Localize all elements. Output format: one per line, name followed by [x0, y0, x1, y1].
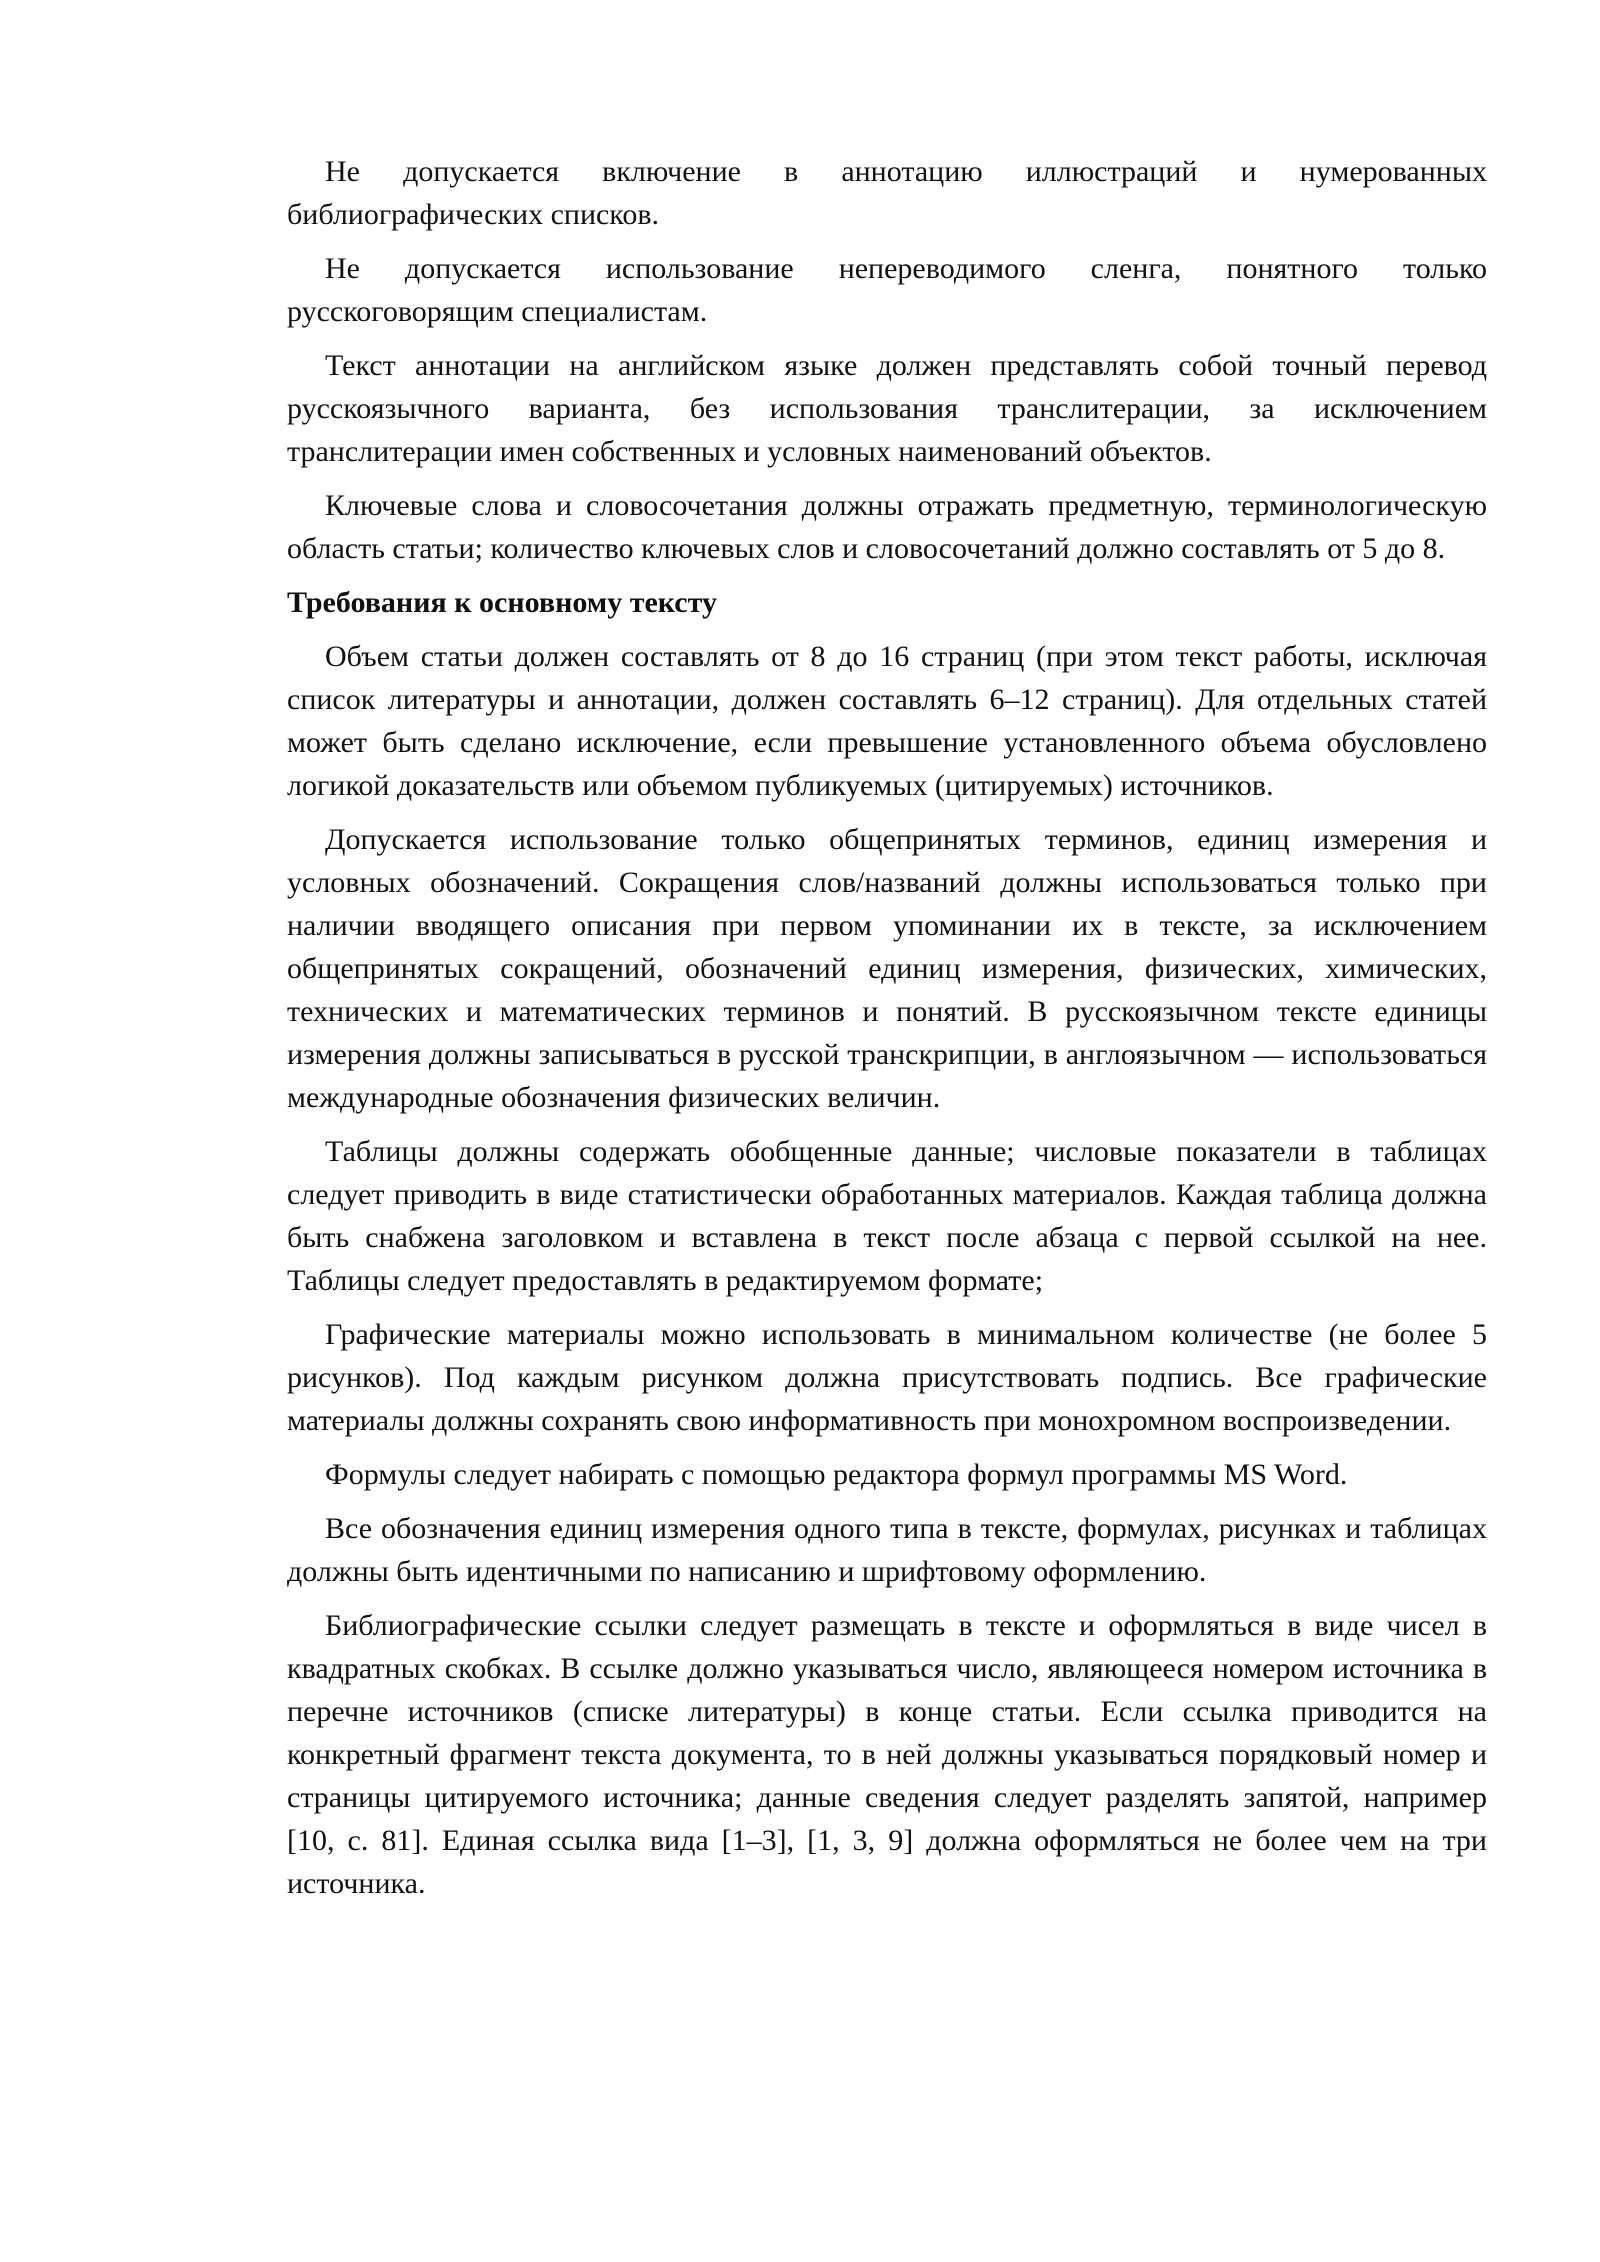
paragraph-tables: Таблицы должны содержать обобщенные данные; числовые показатели в таблицах следует приводить в виде статистически обработанных материалов. Каждая таблица должна быть снабжена заголовком и вставлена в текст после абзаца с первой ссылкой на нее. Таблицы следует предоставлять в редактируемом формате; [287, 1135, 1487, 1297]
paragraph-graphics: Графические материалы можно использовать в минимальном количестве (не более 5 рисунков). Под каждым рисунком должна присутствовать подпись. Все графические материалы должны сохранять свою информативность при монохромном воспроизведении. [287, 1318, 1487, 1437]
paragraph-article-volume: Объем статьи должен составлять от 8 до 16 страниц (при этом текст работы, исключая список литературы и аннотации, должен составлять 6–12 страниц). Для отдельных статей может быть сделано исключение, если превышение установленного объема обусловлено логикой доказательств или объемом публикуемых (цитируемых) источников. [287, 640, 1487, 802]
paragraph-terms-abbreviations: Допускается использование только общепринятых терминов, единиц измерения и условных обозначений. Сокращения слов/названий должны использоваться только при наличии вводящего описания при первом упоминании их в тексте, за исключением общепринятых сокращений, обозначений единиц измерения, физических, химических, технических и математических терминов и понятий. В русскоязычном тексте единицы измерения должны записываться в русской транскрипции, в англоязычном — использоваться международные обозначения физических величин. [287, 823, 1487, 1114]
paragraph-no-illustrations: Не допускается включение в аннотацию иллюстраций и нумерованных библиографических списков. [287, 155, 1487, 231]
paragraph-keywords: Ключевые слова и словосочетания должны отражать предметную, терминологическую область статьи; количество ключевых слов и словосочетаний должно составлять от 5 до 8. [287, 489, 1487, 565]
paragraph-units-consistency: Все обозначения единиц измерения одного типа в тексте, формулах, рисунках и таблицах должны быть идентичными по написанию и шрифтовому оформлению. [287, 1512, 1487, 1588]
paragraph-no-slang: Не допускается использование непереводимого сленга, понятного только русскоговорящим специалистам. [287, 252, 1487, 328]
paragraph-references: Библиографические ссылки следует размещать в тексте и оформляться в виде чисел в квадратных скобках. В ссылке должно указываться число, являющееся номером источника в перечне источников (списке литературы) в конце статьи. Если ссылка приводится на конкретный фрагмент текста документа, то в ней должны указываться порядковый номер и страницы цитируемого источника; данные сведения следует разделять запятой, например [10, с. 81]. Единая ссылка вида [1–3], [1, 3, 9] должна оформляться не более чем на три источника. [287, 1609, 1487, 1900]
section-heading: Требования к основному тексту [287, 586, 717, 619]
paragraph-formulas: Формулы следует набирать с помощью редактора формул программы MS Word. [325, 1458, 1348, 1491]
paragraph-english-abstract: Текст аннотации на английском языке должен представлять собой точный перевод русскоязычного варианта, без использования транслитерации, за исключением транслитерации имен собственных и условных наименований объектов. [287, 349, 1487, 468]
document-page [287, 150, 1487, 1916]
